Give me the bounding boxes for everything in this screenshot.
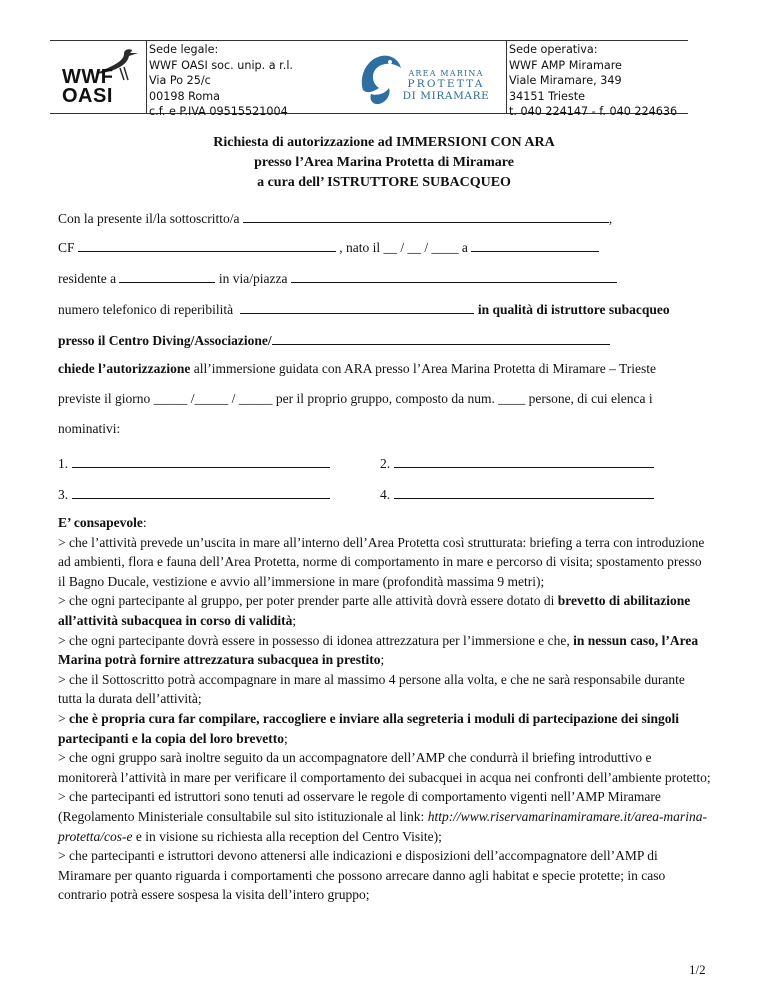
field-label: Con la presente il/la sottoscritto/a <box>58 211 240 226</box>
wwf-oasi-wordmark: WWF OASI <box>62 66 114 107</box>
address-line: t. 040 224147 - f. 040 224636 <box>509 105 678 119</box>
diving-center-field[interactable] <box>272 330 610 345</box>
condition-text: ; <box>292 612 297 628</box>
participant-name-field[interactable] <box>72 484 330 499</box>
condition-text: > che ogni partecipante al gruppo, per poter prender parte alle attività dovrà essere dotato di <box>58 593 558 609</box>
heading-colon: : <box>142 515 147 530</box>
amp-line: PROTETTA <box>407 78 485 90</box>
request-label: chiede l’autorizzazione <box>58 361 191 376</box>
form-line-phone <box>58 299 670 318</box>
condition-text: ; <box>380 652 385 668</box>
address-line: 34151 Trieste <box>509 89 586 103</box>
residence-field[interactable] <box>119 268 215 283</box>
address-line: WWF OASI soc. unip. a r.l. <box>149 58 293 72</box>
field-label: , nato il __ / __ / ____ a <box>339 240 468 255</box>
amp-line: AREA MARINA <box>408 69 484 78</box>
field-label: numero telefonico di reperibilità <box>58 302 234 317</box>
conditions-section <box>58 513 712 905</box>
participant-4 <box>380 484 654 503</box>
condition-text: e in visione su richiesta alla reception del Centro Visite); <box>132 828 442 844</box>
regulation-link[interactable]: http://www.riservamarinamiramare.it/area-marina-protetta/cos-e <box>58 808 707 844</box>
condition-item <box>58 631 712 670</box>
condition-item <box>58 591 712 630</box>
condition-emphasis: in nessun caso, l’Area Marina potrà fornire attrezzatura subacquea in prestito <box>58 632 699 668</box>
condition-item <box>58 709 712 748</box>
birthplace-field[interactable] <box>471 237 599 252</box>
field-label: , <box>608 211 613 226</box>
conditions-heading <box>58 513 712 533</box>
amp-miramare-logo <box>357 50 497 108</box>
street-field[interactable] <box>291 268 617 283</box>
form-line-center <box>58 330 610 349</box>
condition-text: > che ogni partecipante dovrà essere in possesso di idonea attrezzatura per l’immersione e che, <box>58 632 574 648</box>
address-line: Viale Miramare, 349 <box>509 74 622 88</box>
participant-number: 4. <box>380 487 391 502</box>
participant-number: 2. <box>380 456 391 471</box>
field-label: in via/piazza <box>218 271 288 286</box>
participant-name-field[interactable] <box>72 453 330 468</box>
address-line: WWF AMP Miramare <box>509 58 622 72</box>
participant-name-field[interactable] <box>394 453 654 468</box>
operational-address <box>509 42 677 120</box>
document-subtitle: presso l’Area Marina Protetta di Miramare <box>254 155 514 170</box>
document-title: Richiesta di autorizzazione ad IMMERSIONI CON ARA <box>213 135 555 150</box>
page-number: 1/2 <box>689 962 706 977</box>
amp-line: DI MIRAMARE <box>402 90 490 102</box>
address-line: Sede operativa: <box>509 43 598 56</box>
participant-3 <box>58 484 330 503</box>
form-line-date: previste il giorno _____ /_____ / _____ per il proprio gruppo, composto da num. ____ persone, di cui elenca i <box>58 391 653 406</box>
wwf-oasi-logo <box>58 46 142 110</box>
name-field[interactable] <box>243 208 609 223</box>
condition-item: > che ogni gruppo sarà inoltre seguito da un accompagnatore dell’AMP che condurrà il briefing introduttivo e monitorerà l’attività in mare per verificare il comportamento dei subacquei in acqua nei confronti dell’ambiente protetto; <box>58 750 711 785</box>
form-line-request <box>58 361 656 377</box>
document-subtitle: a cura dell’ ISTRUTTORE SUBACQUEO <box>257 175 511 190</box>
condition-item <box>58 787 712 846</box>
field-label: presso il Centro Diving/Associazione/ <box>58 333 272 348</box>
legal-address <box>149 42 293 120</box>
field-label: in qualità di istruttore subacqueo <box>477 302 670 317</box>
request-text: all’immersione guidata con ARA presso l’Area Marina Protetta di Miramare – Trieste <box>190 361 656 376</box>
address-line: Via Po 25/c <box>149 74 211 88</box>
condition-item: > che l’attività prevede un’uscita in mare all’interno dell’Area Protetta così strutturata: briefing a terra con introduzione ad ambienti, flora e fauna dell’Area Protetta, norme di comportamento in mare e percorso di visita; spostamento presso il Bagno Ducale, vestizione e avvio all’immersione in mare (profondità massima 9 metri); <box>58 534 705 589</box>
heading-text: E’ consapevole <box>58 515 143 530</box>
header-divider <box>506 40 507 113</box>
form-line-name <box>58 208 612 227</box>
address-line: Sede legale: <box>149 43 219 56</box>
field-label: residente a <box>58 271 117 286</box>
condition-text: > che partecipanti ed istruttori sono tenuti ad osservare le regole di comportamento vigenti nell’AMP Miramare (Regolamento Ministeriale consultabile sul sito istituzionale al link: <box>58 789 661 824</box>
address-line: c.f. e P.IVA 09515521004 <box>149 105 288 119</box>
fiscal-code-field[interactable] <box>78 237 336 252</box>
fish-icon <box>357 50 405 108</box>
header-divider <box>146 40 147 113</box>
condition-text: ; <box>283 730 288 746</box>
participant-number: 3. <box>58 487 69 502</box>
participant-1 <box>58 453 330 472</box>
condition-text: > <box>58 710 69 726</box>
condition-item: > che il Sottoscritto potrà accompagnare in mare al massimo 4 persone alla volta, e che ne sarà responsabile durante tutta la durata dell’attività; <box>58 671 685 707</box>
form-line-names-label: nominativi: <box>58 421 121 436</box>
field-label: CF <box>58 240 75 255</box>
phone-field[interactable] <box>240 299 474 314</box>
participant-name-field[interactable] <box>394 484 654 499</box>
condition-emphasis: che è propria cura far compilare, raccogliere e inviare alla segreteria i moduli di partecipazione dei singoli partecipanti e la copia del loro brevetto <box>58 710 680 746</box>
condition-emphasis: brevetto di abilitazione all’attività subacquea in corso di validità <box>58 593 691 628</box>
condition-item: > che partecipanti e istruttori devono attenersi alle indicazioni e disposizioni dell’accompagnatore dell’AMP di Miramare per quanto riguarda i comportamenti che possono arrecare danno agli habitat e specie protette; in caso contrario potrà essere sospesa la visita dell’intero gruppo; <box>58 848 666 903</box>
form-line-residence <box>58 268 617 287</box>
amp-wordmark <box>400 68 492 102</box>
participant-number: 1. <box>58 456 69 471</box>
address-line: 00198 Roma <box>149 89 221 103</box>
participant-2 <box>380 453 654 472</box>
form-line-cf <box>58 237 599 256</box>
